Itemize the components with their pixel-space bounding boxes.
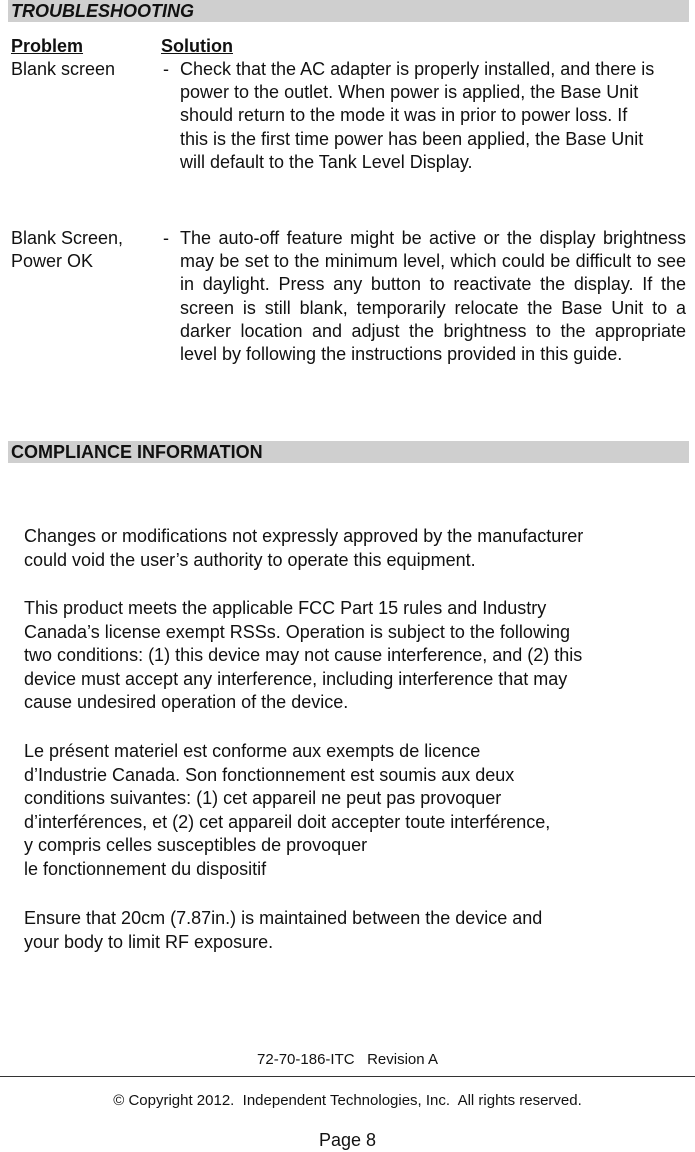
copyright-notice: © Copyright 2012. Independent Technologies, Inc. All rights reserved. bbox=[113, 1092, 582, 1109]
paragraph-line: le fonctionnement du dispositif bbox=[24, 858, 267, 879]
solution-bullet: - bbox=[163, 228, 169, 248]
compliance-paragraph-french bbox=[24, 740, 674, 881]
problem-blank-screen: Blank screen bbox=[11, 59, 116, 79]
solution-column-header: Solution bbox=[161, 36, 233, 56]
footer-divider bbox=[0, 1076, 695, 1077]
page-number: Page 8 bbox=[318, 1130, 377, 1150]
compliance-title: COMPLIANCE INFORMATION bbox=[11, 442, 263, 462]
paragraph-line: d’interférences, et (2) cet appareil doit accepter toute interférence, bbox=[24, 811, 551, 832]
paragraph-line: y compris celles susceptibles de provoquer bbox=[24, 835, 368, 855]
paragraph-line: conditions suivantes: (1) cet appareil ne peut pas provoquer bbox=[24, 788, 502, 808]
problem-column-header: Problem bbox=[11, 36, 84, 56]
paragraph-line: Canada’s license exempt RSSs. Operation is subject to the following bbox=[24, 621, 570, 642]
paragraph-line: d’Industrie Canada. Son fonctionnement est soumis aux deux bbox=[24, 764, 515, 785]
paragraph-line: two conditions: (1) this device may not cause interference, and (2) this bbox=[24, 645, 583, 665]
paragraph-line: could void the user’s authority to operate this equipment. bbox=[24, 549, 476, 570]
paragraph-line: Ensure that 20cm (7.87in.) is maintained between the device and bbox=[24, 908, 543, 928]
troubleshooting-title: TROUBLESHOOTING bbox=[11, 1, 194, 21]
paragraph-line: device must accept any interference, including interference that may bbox=[24, 668, 568, 689]
compliance-paragraph-modifications bbox=[24, 525, 674, 572]
problem-blank-screen-power-ok-line1: Blank Screen, bbox=[11, 228, 124, 248]
document-revision: 72-70-186-ITC Revision A bbox=[257, 1051, 438, 1068]
compliance-paragraph-fcc bbox=[24, 597, 674, 715]
paragraph-line: Le présent materiel est conforme aux exempts de licence bbox=[24, 741, 481, 761]
compliance-paragraph-rf-exposure bbox=[24, 907, 674, 954]
paragraph-line: cause undesired operation of the device. bbox=[24, 692, 349, 712]
paragraph-line: This product meets the applicable FCC Part 15 rules and Industry bbox=[24, 598, 547, 618]
solution-blank-screen: Check that the AC adapter is properly installed, and there is power to the outlet. When power is applied, the Base Unit should return to the mode it was in prior to power loss. If this is the first time power has been applied, the Base Unit will default to the Tank Level Display. bbox=[180, 59, 655, 172]
paragraph-line: your body to limit RF exposure. bbox=[24, 931, 274, 952]
solution-bullet: - bbox=[163, 59, 169, 79]
paragraph-line: Changes or modifications not expressly approved by the manufacturer bbox=[24, 526, 584, 546]
solution-blank-screen-power-ok: The auto-off feature might be active or the display brightness may be set to the minimum level, which could be difficult to see in daylight. Press any button to reactivate the display. If the screen is still blank, temporarily relocate the Base Unit to a darker location and adjust the brightness to the appropriate level by following the instructions provided in this guide. bbox=[180, 228, 686, 365]
problem-blank-screen-power-ok-line2: Power OK bbox=[11, 251, 94, 271]
